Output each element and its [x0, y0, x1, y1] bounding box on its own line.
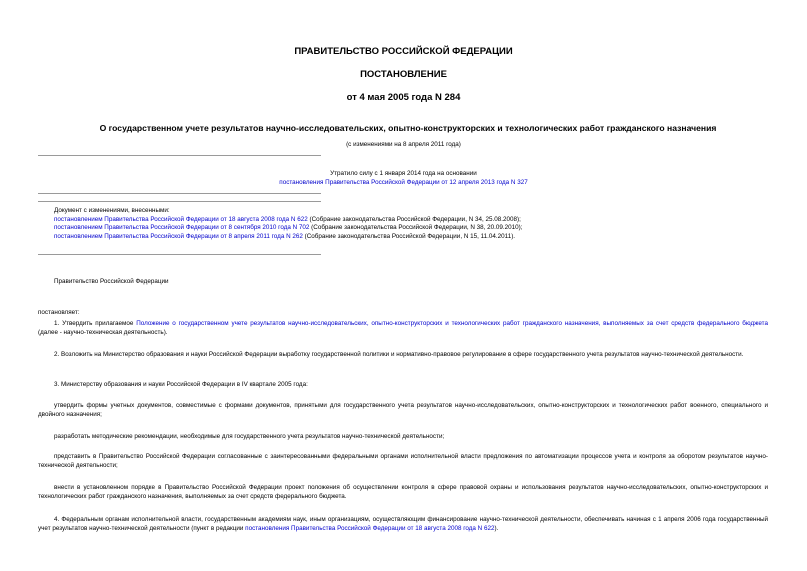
amendment-link[interactable]: постановлением Правительства Российской Федерации от 8 апреля 2011 года N 262	[54, 232, 303, 240]
paragraph-text: 4. Федеральным органам исполнительной власти, государственным академиям наук, иным организациям, осуществляющим финансирование научно-технической деятельности, обеспечивать начиная с 1 апреля 2006 года государственный учет результатов научно-технической деятельности (пункт в редакции	[38, 516, 768, 532]
issuing-authority: ПРАВИТЕЛЬСТВО РОССИЙСКОЙ ФЕДЕРАЦИИ	[294, 46, 513, 57]
amendment-source: (Собрание законодательства Российской Федерации, N 38, 20.09.2010);	[309, 224, 523, 231]
document-date-number: от 4 мая 2005 года N 284	[346, 92, 461, 103]
amendment-reference-link[interactable]: постановления Правительства Российской Федерации от 18 августа 2008 года N 622	[245, 525, 495, 532]
paragraph-text: (далее - научно-техническая деятельность).	[38, 329, 168, 336]
expired-notice	[0, 170, 807, 187]
decrees-line: постановляет:	[38, 309, 80, 316]
paragraph-2: 2. Возложить на Министерство образования и науки Российской Федерации выработку государственной политики и нормативно-правовое регулирование в сфере государственного учета результатов научно-технической деятельности.	[54, 351, 744, 358]
amendment-item	[54, 224, 774, 233]
paragraph-4	[38, 515, 768, 533]
paragraph-1	[38, 319, 768, 337]
issuer-line: Правительство Российской Федерации	[54, 278, 169, 285]
regulation-link[interactable]: Положение о государственном учете результатов научно-исследовательских, опытно-конструкторских и технологических работ гражданского назначения, выполняемых за счет средств федерального бюджета	[136, 320, 768, 327]
expired-text: Утратило силу с 1 января 2014 года на основании	[330, 170, 477, 177]
expired-basis-link[interactable]: постановления Правительства Российской Федерации от 12 апреля 2013 года N 327	[279, 178, 528, 186]
divider	[38, 201, 321, 202]
amendments-block	[54, 207, 774, 241]
paragraph-3-item: представить в Правительство Российской Федерации согласованные с заинтересованными федеральными органами исполнительной власти предложения по автоматизации процессов учета и контроля за оборотом результатов научно-технической деятельности;	[38, 453, 768, 469]
amendment-link[interactable]: постановлением Правительства Российской Федерации от 8 сентября 2010 года N 702	[54, 224, 310, 231]
edition-note: (с изменениями на 8 апреля 2011 года)	[346, 141, 461, 148]
amendments-intro: Документ с изменениями, внесенными:	[54, 207, 170, 214]
document-title: О государственном учете результатов научно-исследовательских, опытно-конструкторских и технологических работ гражданского назначения	[99, 123, 717, 133]
amendment-item	[54, 233, 774, 242]
amendment-link[interactable]: постановлением Правительства Российской Федерации от 18 августа 2008 года N 622	[54, 215, 308, 223]
divider	[38, 254, 321, 255]
divider	[38, 155, 321, 156]
paragraph-3: 3. Министерству образования и науки Российской Федерации в IV квартале 2005 года:	[54, 381, 308, 388]
divider	[38, 193, 321, 194]
amendment-source: (Собрание законодательства Российской Федерации, N 34, 25.08.2008);	[307, 215, 521, 223]
paragraph-text: ).	[494, 525, 499, 532]
amendment-item	[54, 216, 774, 225]
document-type: ПОСТАНОВЛЕНИЕ	[360, 69, 447, 80]
paragraph-3-item: внести в установленном порядке в Правительство Российской Федерации проект положения об осуществлении контроля в сфере правовой охраны и использования результатов научно-исследовательских, опытно-конструкторских и технологических работ гражданского назначения, выполняемых за счет средств федерального бюджета.	[38, 484, 768, 500]
paragraph-3-item: утвердить формы учетных документов, совместимые с формами документов, принятыми для государственного учета результатов научно-исследовательских, опытно-конструкторских и технологических работ военного, специального и двойного назначения;	[38, 402, 768, 418]
amendment-source: (Собрание законодательства Российской Федерации, N 15, 11.04.2011).	[302, 232, 516, 240]
paragraph-3-item: разработать методические рекомендации, необходимые для государственного учета результатов научно-технической деятельности;	[54, 433, 445, 440]
paragraph-text: 1. Утвердить прилагаемое	[54, 320, 137, 327]
